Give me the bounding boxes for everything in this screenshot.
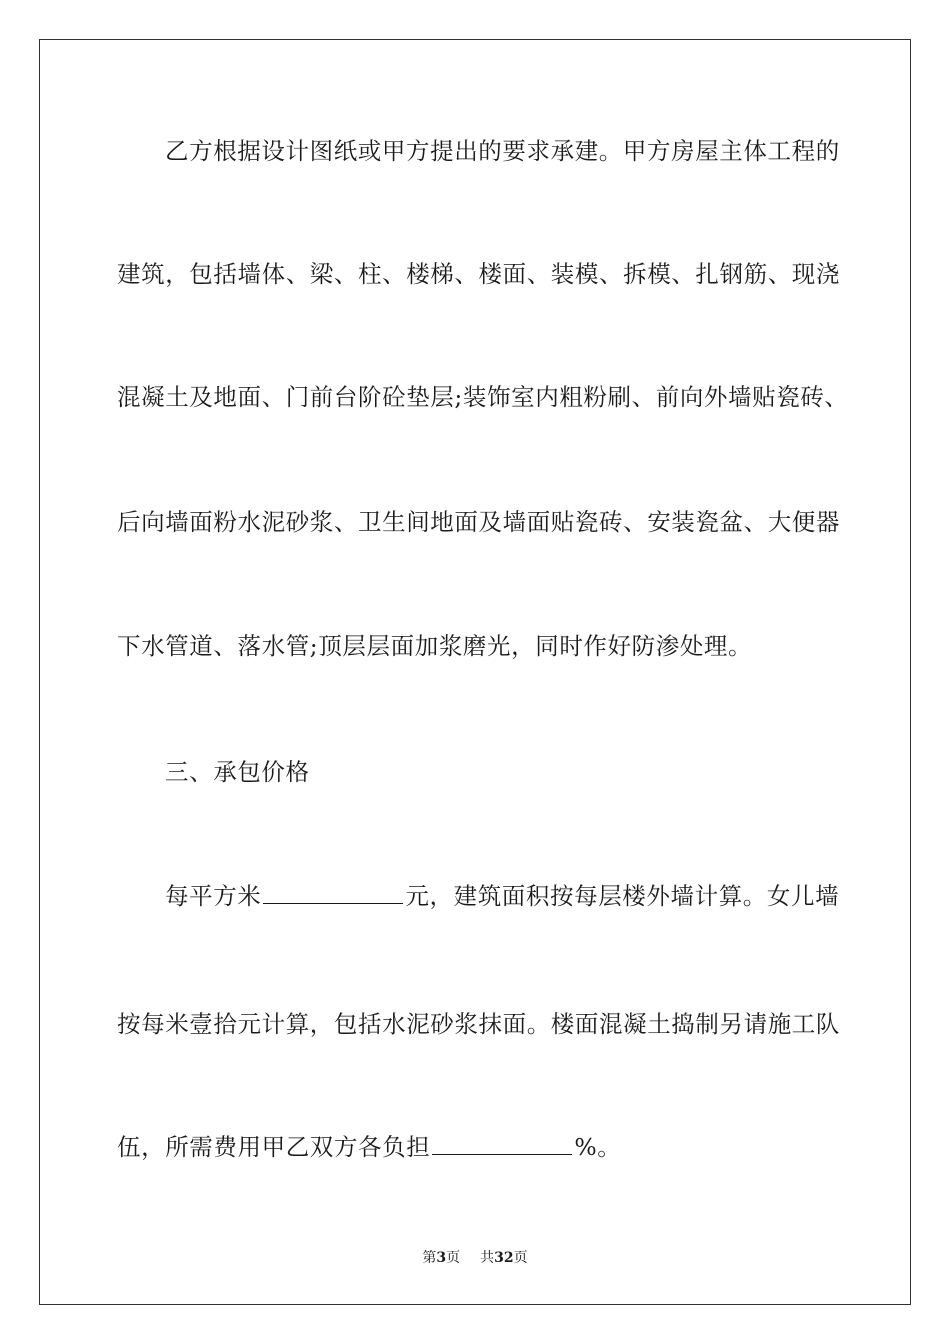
total-prefix: 共 [480,1250,495,1266]
page-footer [0,1249,950,1267]
cost-share-line [117,1132,621,1162]
paragraph-line-7: 按每米壹拾元计算，包括水泥砂浆抹面。楼面混凝土捣制另请施工队 [117,1010,840,1038]
paragraph-line-2: 建筑，包括墙体、梁、柱、楼梯、楼面、装模、拆模、扎钢筋、现浇 [117,260,840,288]
total-pages: 32 [494,1250,514,1266]
section-heading-price: 三、承包价格 [165,758,310,786]
paragraph-line-5: 下水管道、落水管;顶层层面加浆磨光，同时作好防渗处理。 [117,632,753,660]
price-line [165,881,839,911]
total-suffix: 页 [513,1250,528,1266]
paragraph-line-1: 乙方根据设计图纸或甲方提出的要求承建。甲方房屋主体工程的 [165,137,840,165]
paragraph-line-4: 后向墙面粉水泥砂浆、卫生间地面及墙面贴瓷砖、安装瓷盆、大便器 [117,508,840,536]
cost-share-blank-field[interactable] [432,1136,572,1155]
page-border [39,39,911,1305]
page-number: 3 [436,1250,447,1266]
page-prefix: 第 [422,1250,437,1266]
cost-line-suffix: %。 [574,1133,622,1161]
price-blank-field[interactable] [263,885,403,904]
price-line-suffix: 元，建筑面积按每层楼外墙计算。女儿墙 [405,882,840,910]
paragraph-line-3: 混凝土及地面、门前台阶砼垫层;装饰室内粗粉刷、前向外墙贴瓷砖、 [117,383,849,411]
page-suffix: 页 [446,1250,461,1266]
price-line-prefix: 每平方米 [165,882,262,910]
cost-line-prefix: 伍，所需费用甲乙双方各负担 [117,1133,431,1161]
